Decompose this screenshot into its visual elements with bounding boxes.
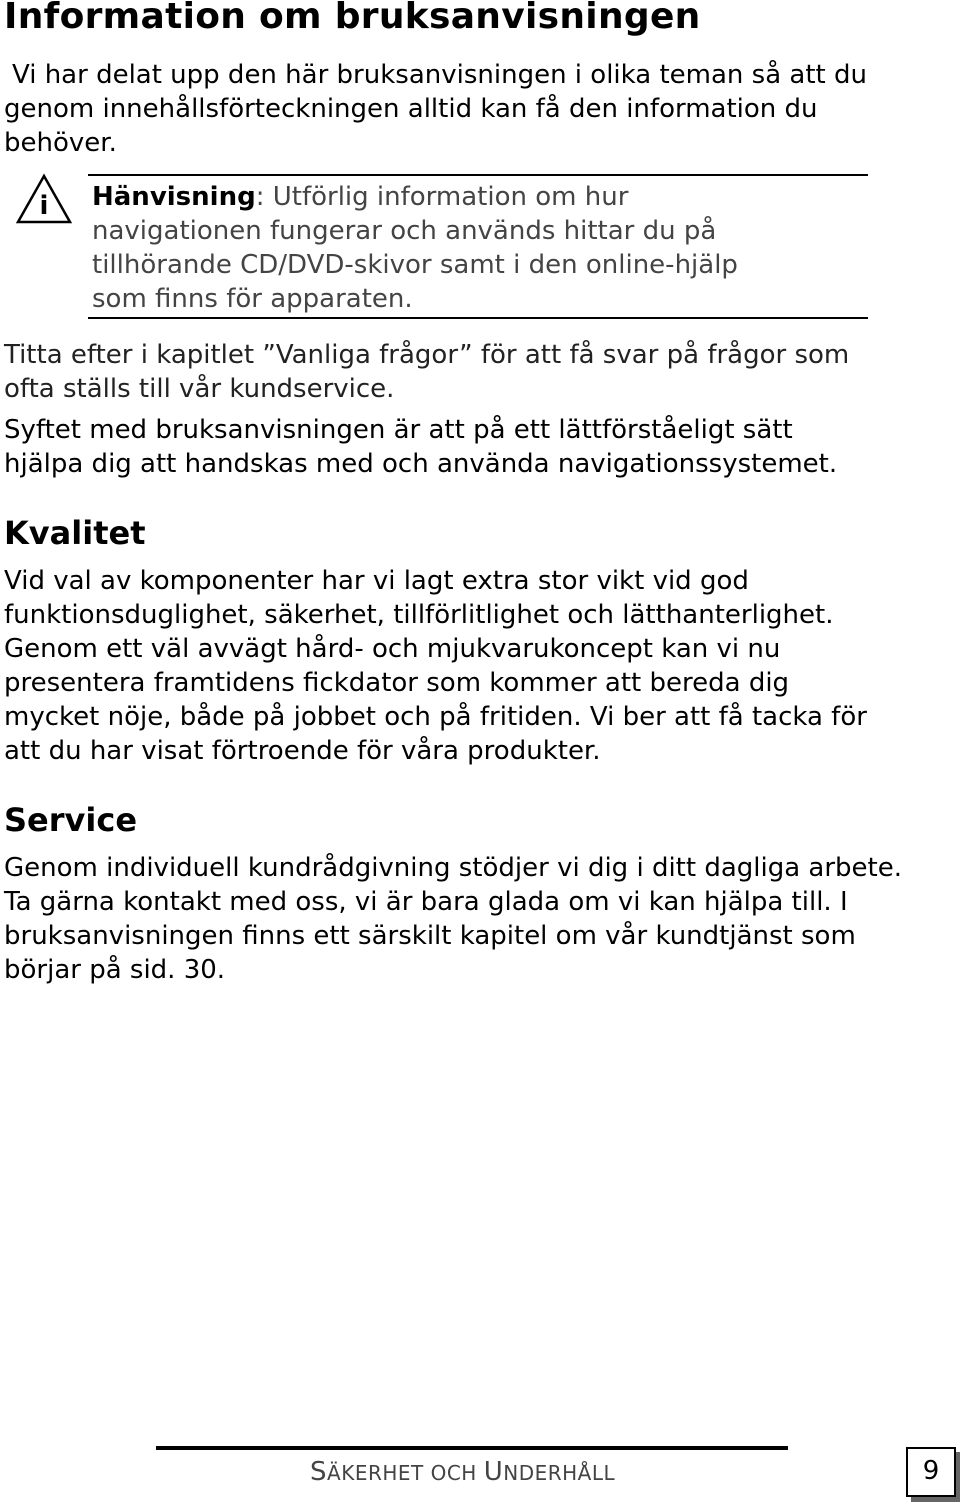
note-label: Hänvisning — [92, 182, 256, 212]
purpose-paragraph: Syftet med bruksanvisningen är att på ett lättförståeligt sätt hjälpa dig att handskas med och använda navigationssystemet. — [4, 415, 838, 479]
note-top-rule — [88, 174, 868, 176]
page-title: Information om bruksanvisningen — [4, 0, 701, 37]
service-heading: Service — [4, 801, 138, 839]
page-number: 9 — [906, 1447, 956, 1497]
quality-paragraph: Vid val av komponenter har vi lagt extra stor vikt vid god funktionsduglighet, säkerhet, tillförlitlighet och lätthanterlighet. Genom ett väl avvägt hård- och mjukvarukoncept kan vi nu presentera framtidens fickdator som kommer att bereda dig mycket nöje, både på jobbet och på fritiden. Vi ber att få tacka för att du har visat förtroende för våra produkter. — [4, 566, 867, 766]
info-warning-icon — [14, 172, 74, 228]
faq-paragraph: Titta efter i kapitlet ”Vanliga frågor” för att få svar på frågor som ofta ställs till vår kundservice. — [4, 340, 850, 404]
note-body: : Utförlig information om hur navigationen fungerar och används hittar du på tillhörande CD/DVD-skivor samt i den online-hjälp som finns för apparaten. — [92, 182, 738, 314]
footer-section-title: SÄKERHET OCH UNDERHÅLL — [310, 1457, 616, 1487]
service-paragraph: Genom individuell kundrådgivning stödjer vi dig i ditt dagliga arbete. Ta gärna kontakt med oss, vi är bara glada om vi kan hjälpa till. I bruksanvisningen finns ett särskilt kapitel om vår kundtjänst som börjar på sid. 30. — [4, 853, 902, 985]
note-bottom-rule — [88, 317, 868, 319]
note-text — [92, 180, 862, 316]
footer-rule — [156, 1446, 788, 1450]
quality-heading: Kvalitet — [4, 514, 146, 552]
note-box — [14, 172, 868, 322]
intro-paragraph: Vi har delat upp den här bruksanvisningen i olika teman så att du genom innehållsförteckningen alltid kan få den information du behöver. — [4, 60, 867, 158]
svg-text:i: i — [39, 191, 49, 221]
